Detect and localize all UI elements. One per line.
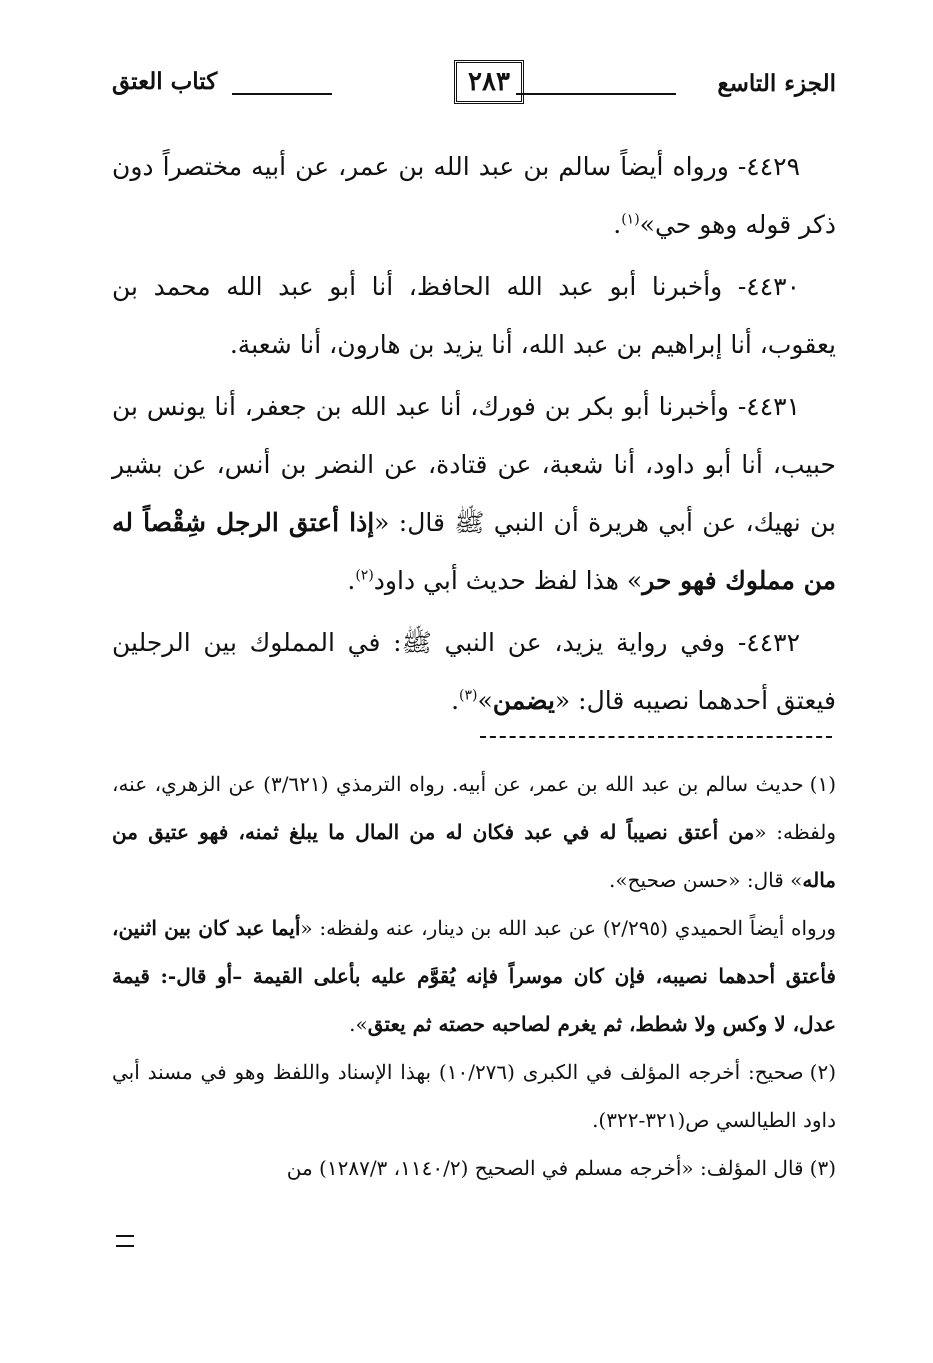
hadith-text: وفي رواية يزيد، عن النبي ﷺ: في المملوك بين الرجلين فيعتق أحدهما نصيبه قال: « [112,628,836,715]
footnote-separator [480,736,832,738]
footnote-ref: (٢) [355,567,374,584]
hadith-paragraph: ٤٤٣٢- وفي رواية يزيد، عن النبي ﷺ: في المملوك بين الرجلين فيعتق أحدهما نصيبه قال: «يضمن»$^{(٣)}$. [112,628,836,715]
footnote: ورواه أيضاً الحميدي (٢/٢٩٥) عن عبد الله بن دينار، عنه ولفظه: «أيما عبد كان بين اثنين، فأعتق أحدهما نصيبه، فإن كان موسراً فإنه يُقوَّم عليه بأعلى القيمة –أو قال-: قيمة عدل، لا وكس ولا شطط، ثم يغرم لصاحبه حصته ثم يعتق». [112,916,836,1036]
hadith-paragraph: ٤٤٢٩- ورواه أيضاً سالم بن عبد الله بن عمر، عن أبيه مختصراً دون ذكر قوله وهو حي»$^{(١)}$. [112,152,836,239]
hadith-quote: يضمن [492,686,555,715]
footnotes [112,760,836,1192]
hadith-number: ٤٤٢٩- [737,152,800,181]
hadith-text: وأخبرنا أبو بكر بن فورك، أنا عبد الله بن جعفر، أنا يونس بن حبيب، أنا أبو داود، أنا شعبة، عن قتادة، عن النضر بن أنس، عن بشير بن نهيك، عن أبي هريرة أن النبي ﷺ قال: « [112,392,836,537]
hadith-paragraph: ٤٤٣١- وأخبرنا أبو بكر بن فورك، أنا عبد الله بن جعفر، أنا يونس بن حبيب، أنا أبو داود، أنا شعبة، عن قتادة، عن النضر بن أنس، عن بشير بن نهيك، عن أبي هريرة أن النبي ﷺ قال: «إذا أعتق الرجل شِقْصاً له من مملوك فهو حر» هذا لفظ حديث أبي داود$^{(٢)}$. [112,392,836,595]
footnote-quote: من أعتق نصيباً له في عبد فكان له من المال ما يبلغ ثمنه، فهو عتيق من ماله [112,820,836,892]
running-header [112,60,836,110]
continuation-mark [116,1235,134,1247]
book-title: كتاب العتق [112,68,218,95]
footnote: (٣)قال المؤلف: «أخرجه مسلم في الصحيح (١١٤٠/٢، ١٢٨٧/٣) من [286,1156,836,1180]
footnote-mark: (١) [809,772,836,796]
footnote-quote: أيما عبد كان بين اثنين، فأعتق أحدهما نصيبه، فإن كان موسراً فإنه يُقوَّم عليه بأعلى القيمة –أو قال-: قيمة عدل، لا وكس ولا شطط، ثم يغرم لصاحبه حصته ثم يعتق [112,916,836,1036]
hadith-quote: إذا أعتق الرجل شِقْصاً له من مملوك فهو حر [112,508,836,595]
footnote-mark: (٢) [809,1060,836,1084]
hadith-text: ورواه أيضاً سالم بن عبد الله بن عمر، عن أبيه مختصراً دون ذكر قوله وهو حي» [112,152,836,239]
hadith-number: ٤٤٣٠- [737,272,800,301]
hadith-paragraph [112,258,836,374]
footnote-ref: (١) [621,211,640,228]
footnote: (١)حديث سالم بن عبد الله بن عمر، عن أبيه. رواه الترمذي (٣/٦٢١) عن الزهري، عنه، ولفظه: «من أعتق نصيباً له في عبد فكان له من المال ما يبلغ ثمنه، فهو عتيق من ماله» قال: «حسن صحيح». [112,772,836,892]
hadith-number: ٤٤٣١- [737,392,800,421]
header-rule [516,93,676,95]
main-text [112,138,836,734]
hadith-text: وأخبرنا أبو عبد الله الحافظ، أنا أبو عبد الله محمد بن يعقوب، أنا إبراهيم بن عبد الله، أنا يزيد بن هارون، أنا شعبة. [112,272,836,359]
hadith-number: ٤٤٣٢- [737,628,800,657]
footnote: (٢)صحيح: أخرجه المؤلف في الكبرى (١٠/٢٧٦) بهذا الإسناد واللفظ وهو في مسند أبي داود الطيالسي ص(٣٢١-٣٢٢). [112,1060,836,1132]
footnote-ref: (٣) [459,687,478,704]
volume-label: الجزء التاسع [717,70,836,97]
page-number: ٢٨٣ [454,60,524,104]
header-rule [232,93,332,95]
footnote-mark: (٣) [809,1156,836,1180]
